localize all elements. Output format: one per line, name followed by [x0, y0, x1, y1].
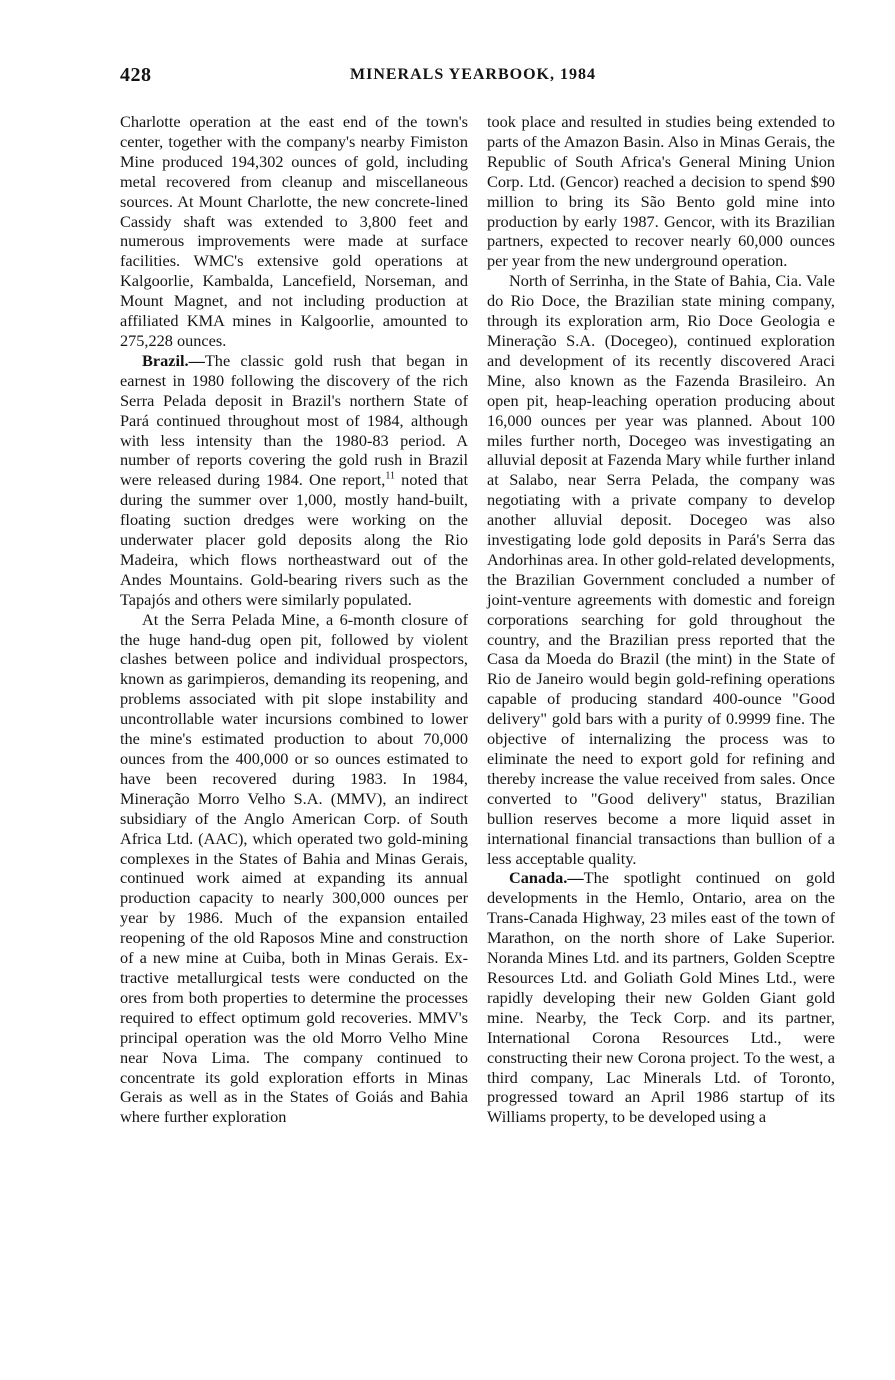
- paragraph-canada-text: The spotlight continued on gold developments in the Hemlo, Ontario, area on the Trans-Canada Highway, 23 miles east of the town of Marathon, on the north shore of Lake Superior. Noranda Mines Ltd. and its partners, Golden Sceptre Resources Ltd. and Goliath Gold Mines Ltd., were rapidly developing their new Golden Giant gold mine. Nearby, the Teck Corp. and its partner, International Corona Resources Ltd., were constructing their new Corona project. To the west, a third company, Lac Minerals Ltd. of Toronto, progressed toward an April 1986 startup of its Williams property, to be developed using a: [487, 868, 835, 1127]
- section-lead-brazil: Brazil.—: [142, 350, 205, 370]
- paragraph-serrinha: North of Serrinha, in the State of Bahia, Cia. Vale do Rio Doce, the Brazilian state mining company, through its exploration arm, Rio Doce Geologia e Mineração S.A. (Docegeo), continued exploration and development of its recently discovered Araci Mine, also known as the Fazenda Brasileiro. An open pit, heap-leaching operation producing about 16,000 ounces per year was planned. About 100 miles further north, Docegeo was investigating an alluvial deposit at Fazenda Mary while further inland at Salabo, near Serra Pelada, the company was negotiating with a private company to develop another alluvial deposit. Docegeo was also investigating lode gold deposits in Pará's Serra das Andorhinas area. In other gold-related developments, the Brazilian Government concluded a number of joint-venture agreements with domestic and foreign corporations searching for gold throughout the country, and the Brazilian press reported that the Casa da Moeda do Brazil (the mint) in the State of Rio de Janeiro would begin gold-refining operations capable of producing standard 400-ounce "Good delivery" gold bars with a purity of 0.9999 fine. The objective of internalizing the process was to eliminate the need to export gold for refining and thereby increase the value received from sales. Once converted to "Good delivery" status, Brazilian bullion reserves become a more liquid asset in international financial transactions than bullion of a less acceptable quality.: [487, 271, 835, 868]
- page-number: 428: [120, 64, 152, 86]
- right-column: [487, 112, 835, 1127]
- page-header: [120, 64, 852, 88]
- paragraph-brazil-text: The classic gold rush that began in earnest in 1980 following the discovery of the rich Serra Pelada deposit in Brazil's northern State of Pará continued throughout most of 1984, although with less intensity than the 1980-83 period. A number of reports covering the gold rush in Brazil were released during 1984. One report,: [120, 350, 468, 490]
- paragraph-canada: [487, 868, 835, 1127]
- footnote-marker: 11: [385, 470, 395, 482]
- paragraph-brazil-text-rest: noted that during the summer over 1,000, mostly hand-built, floating suction dredges were working on the underwater placer gold deposits along the Rio Madeira, which flows northeastward out of the Andes Mountains. Gold-bearing rivers such as the Tapajós and others were similarly populated.: [120, 470, 468, 609]
- paragraph-serra-pelada: At the Serra Pelada Mine, a 6-month closure of the huge hand-dug open pit, followed by violent clashes between police and individual prospectors, known as garimpieros, demanding its reopening, and problems associated with pit slope instability and uncontrollable water incursions combined to lower the mine's estimated production to about 70,000 ounces from the 400,000 or so ounces estimated to have been recovered during 1983. In 1984, Mineração Morro Velho S.A. (MMV), an indirect subsidiary of the Anglo American Corp. of South Africa Ltd. (AAC), which operated two gold-mining complexes in the States of Bahia and Minas Gerais, continued work aimed at expanding its annual production capacity to nearly 300,000 ounces per year by 1986. Much of the expansion entailed reopening of the old Raposos Mine and construction of a new mine at Cuiba, both in Minas Gerais. Extractive metallurgical tests were conducted on the ores from both properties to determine the processes required to effect optimum gold recoveries. MMV's principal operation was the old Morro Velho Mine near Nova Lima. The company continued to concentrate its gold exploration efforts in Minas Gerais as well as in the States of Goiás and Bahia where further exploration: [120, 609, 468, 1127]
- section-lead-canada: Canada.—: [509, 868, 584, 888]
- paragraph-amazon: took place and resulted in studies being extended to parts of the Amazon Basin. Also in Minas Gerais, the Republic of South Africa's General Mining Union Corp. Ltd. (Gencor) reached a decision to spend $90 million to bring its São Bento gold mine into production by early 1987. Gencor, with its Brazilian partners, expected to recover nearly 60,000 ounces per year from the new underground operation.: [487, 112, 835, 271]
- running-head: MINERALS YEARBOOK, 1984: [350, 66, 596, 83]
- paragraph-kalgoorlie: Charlotte operation at the east end of the town's center, together with the company's nearby Fimiston Mine produced 194,302 ounces of gold, including metal recovered from cleanup and miscellaneous sources. At Mount Charlotte, the new concrete-lined Cassidy shaft was extended to 3,800 feet and numerous improvements were made at surface facilities. WMC's extensive gold operations at Kalgoorlie, Kambalda, Lancefield, Norseman, and Mount Magnet, and not including production at affiliated KMA mines in Kalgoorlie, amounted to 275,228 ounces.: [120, 112, 468, 350]
- left-column: [120, 112, 468, 1127]
- paragraph-brazil-intro: [120, 351, 468, 610]
